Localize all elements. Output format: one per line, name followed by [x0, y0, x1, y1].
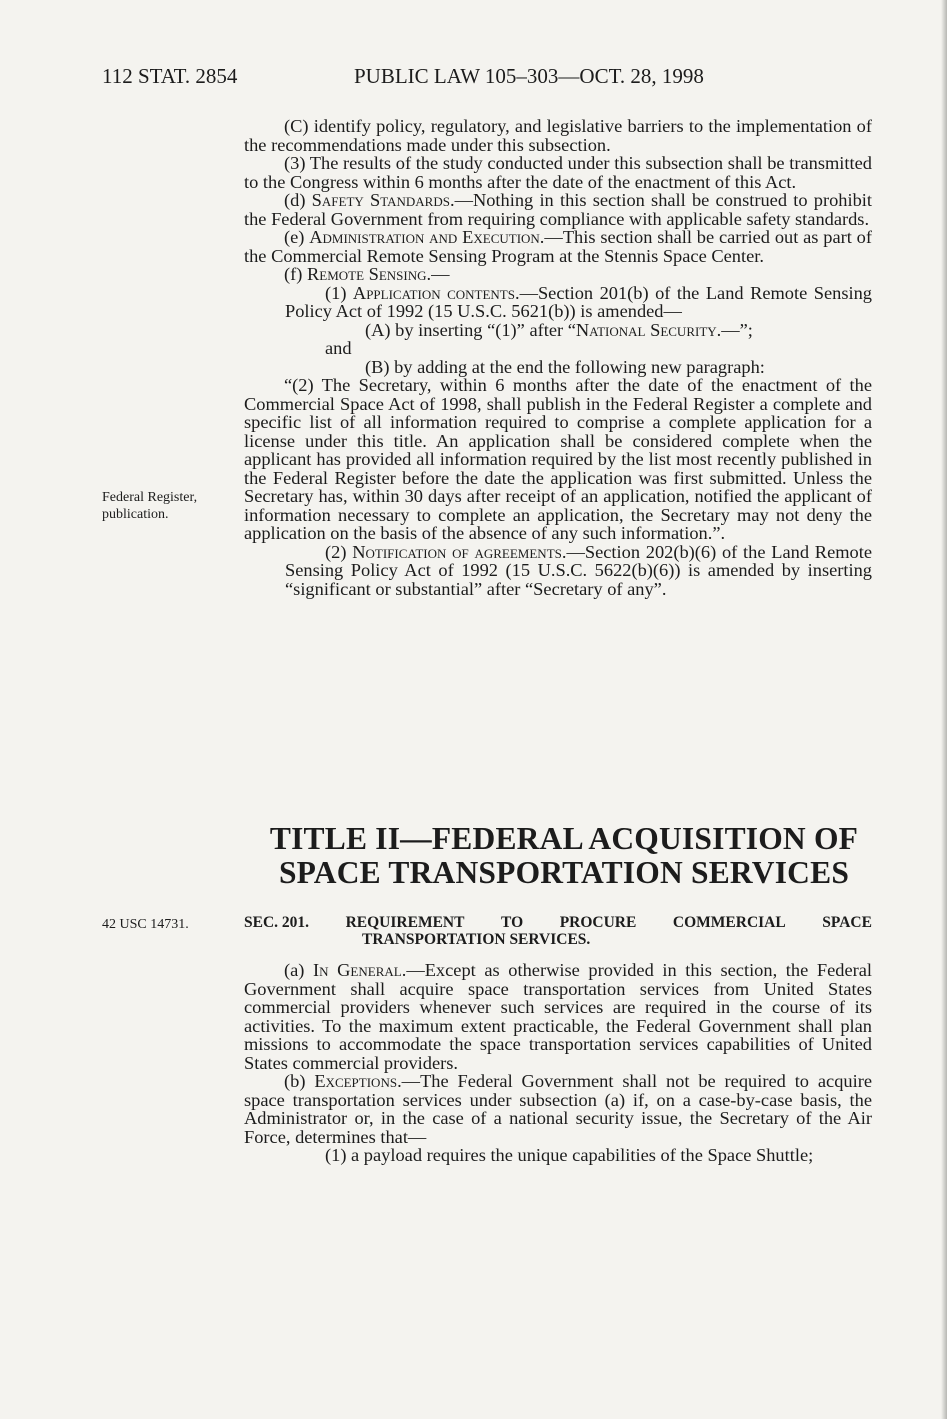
margin-note-line: Federal Register,: [102, 490, 198, 505]
subsection-label: (a): [284, 960, 314, 980]
subsection-text: —This section shall be carried out as part of the Commercial Remote Sensing Program at the Stennis Space Center.: [244, 227, 872, 266]
subsection-heading: Safety Standards.: [311, 190, 455, 210]
section-word: TO: [501, 914, 524, 931]
subsection-label: (b): [284, 1071, 315, 1091]
paragraph-c-identify: [244, 117, 872, 154]
subsection-label: (f): [284, 264, 307, 284]
title-line: SPACE TRANSPORTATION SERVICES: [278, 855, 850, 890]
paragraph-b1: (1) a payload requires the unique capabilities of the Space Shuttle;: [325, 1145, 814, 1165]
subsection-text: —Nothing in this section shall be construed to prohibit the Federal Government from requiring compliance with applicable safety standards.: [244, 190, 872, 229]
subparagraph-text: (A) by inserting “(1)” after “: [365, 319, 576, 340]
public-law-header: PUBLIC LAW 105–303—OCT. 28, 1998: [354, 64, 704, 88]
subsection-label: (e): [284, 227, 310, 247]
title-line: TITLE II—FEDERAL ACQUISITION OF: [269, 821, 859, 856]
page-edge-shadow: [941, 0, 947, 1419]
usc-citation: 42 USC 14731.: [102, 917, 189, 932]
margin-note-line: publication.: [102, 507, 169, 522]
section-heading: [244, 914, 872, 948]
paragraph-text: —Section 201(b) of the Land Remote Sensing Policy Act of 1992 (15 U.S.C. 5621(b)) is amended—: [285, 282, 872, 321]
title-heading: [244, 822, 884, 890]
subsection-dash: —: [431, 264, 450, 284]
paragraph-heading: Application contents.: [352, 282, 520, 303]
section-heading-line: TRANSPORTATION SERVICES.: [362, 931, 591, 948]
subsection-heading: Remote Sensing.: [306, 264, 432, 284]
subparagraph-text-end: .—”;: [716, 319, 753, 340]
subparagraph-and: and: [325, 338, 352, 358]
subparagraph-smallcaps: National Security: [575, 319, 717, 340]
section-word: COMMERCIAL: [672, 914, 786, 931]
subparagraph-a: [244, 321, 872, 340]
subsection-heading: In General.: [313, 960, 407, 980]
subsection-b: [244, 1072, 872, 1146]
section-word: SEC.: [244, 914, 279, 931]
section-word: REQUIREMENT: [345, 914, 465, 931]
section-heading-line: [244, 914, 872, 931]
paragraph-heading: Notification of agreements.: [352, 541, 567, 562]
paragraph-3-results: (3) The results of the study conducted under this subsection shall be transmitted to the Congress within 6 months after the date of the enactment of this Act.: [244, 153, 872, 192]
subsection-heading: Administration and Execution.: [309, 227, 545, 247]
subsection-a: [244, 961, 872, 1072]
paragraph-text: —Section 202(b)(6) of the Land Remote Sensing Policy Act of 1992 (15 U.S.C. 5622(b)(6)) is amended by inserting “significant or substantial” after “Secretary of any”.: [285, 541, 873, 599]
subsection-text: —Except as otherwise provided in this section, the Federal Government shall acquire space transportation services from United States commercial providers whenever such services are required in the course of its activities. To the maximum extent practicable, the Federal Government shall plan missions to accommodate the space transportation services capabilities of United States commercial providers.: [244, 960, 872, 1073]
lower-body-text: [244, 961, 872, 1165]
margin-note-usc: [102, 916, 242, 933]
paragraph-label: (1): [325, 282, 353, 303]
margin-note-federal-register: [102, 489, 242, 523]
section-number: 201.: [281, 914, 310, 931]
section-label: [244, 914, 309, 931]
running-head: [102, 64, 882, 94]
subsection-heading: Exceptions.: [314, 1071, 402, 1091]
section-word: PROCURE: [559, 914, 637, 931]
quoted-paragraph-2: “(2) The Secretary, within 6 months after the date of the enactment of the Commercial Space Act of 1998, shall publish in the Federal Register a complete and specific list of all information required to comprise a complete application for a license under this title. An application shall be considered complete when the applicant has provided all information required by the list most recently published in the Federal Register before the date the application was first submitted. Unless the Secretary has, within 30 days after receipt of an application, notified the applicant of information necessary to complete an application, the Secretary may not deny the application on the basis of the absence of any such information.”.: [244, 375, 872, 543]
paragraph-label: (2): [325, 541, 353, 562]
subsection-d: [244, 191, 872, 228]
section-word: SPACE: [822, 914, 872, 931]
statute-page-number: 112 STAT. 2854: [102, 64, 238, 88]
paragraph-f1: [244, 284, 872, 321]
subparagraph-b: (B) by adding at the end the following new paragraph:: [365, 356, 765, 377]
paragraph-f2: [244, 543, 872, 599]
subsection-text: —The Federal Government shall not be required to acquire space transportation services under subsection (a) if, on a case-by-case basis, the Administrator or, in the case of a national security issue, the Secretary of the Air Force, determines that—: [244, 1071, 872, 1147]
paragraph-text: (C) identify policy, regulatory, and legislative barriers to the implementation of the recommendations made under this subsection.: [244, 116, 872, 155]
subsection-label: (d): [284, 190, 312, 210]
subsection-e: [244, 228, 872, 265]
upper-body-text: [244, 117, 872, 598]
subsection-f: [244, 265, 872, 284]
